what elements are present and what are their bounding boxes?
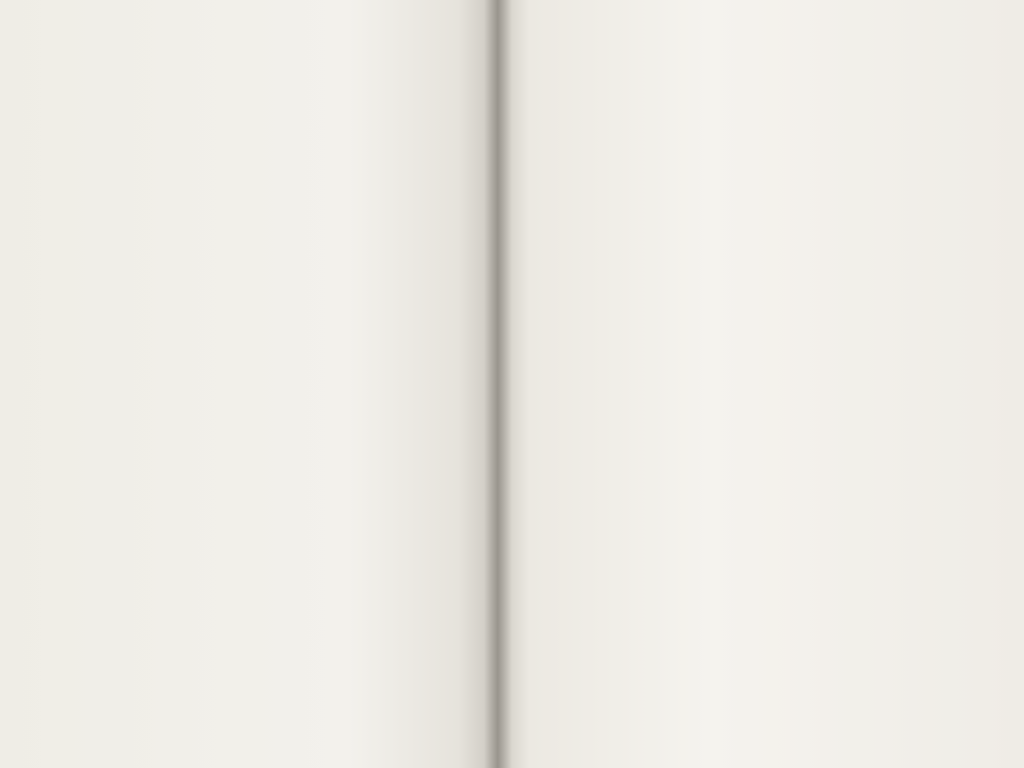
book-gutter bbox=[484, 0, 512, 768]
right-page bbox=[498, 0, 1024, 768]
left-page bbox=[0, 0, 498, 768]
